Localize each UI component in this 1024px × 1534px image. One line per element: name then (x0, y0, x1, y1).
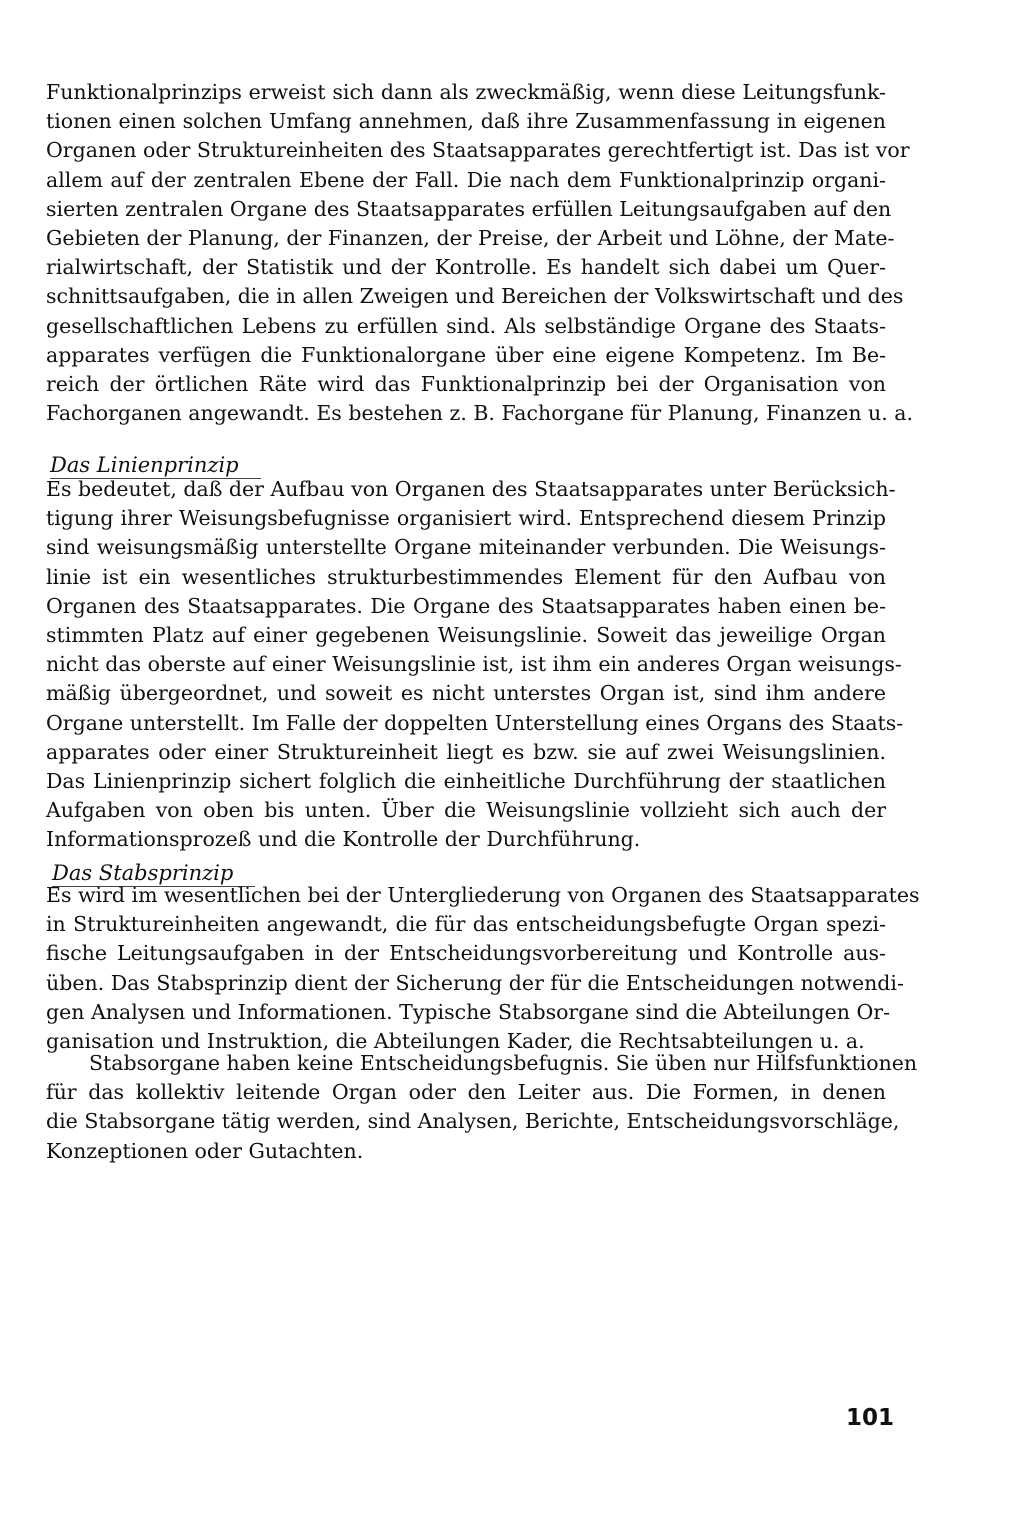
paragraph-funktionalprinzip (46, 78, 914, 428)
section-heading-linienprinzip: Das Linienprinzip (50, 452, 261, 479)
text-line: Fachorganen angewandt. Es bestehen z. B. Fachorgane für Planung, Finanzen u. a. (46, 401, 914, 426)
text-line: für das kollektiv leitende Organ oder den Leiter aus. Die Formen, in denen (46, 1080, 886, 1105)
text-line: apparates oder einer Struktureinheit liegt es bzw. sie auf zwei Weisungslinien. (46, 739, 886, 764)
text-line: linie ist ein wesentliches strukturbestimmendes Element für den Aufbau von (46, 564, 886, 589)
text-line: schnittsaufgaben, die in allen Zweigen und Bereichen der Volkswirtschaft und des (46, 284, 904, 309)
text-line: Organe unterstellt. Im Falle der doppelten Unterstellung eines Organs des Staats- (46, 710, 904, 735)
text-line: Es bedeutet, daß der Aufbau von Organen des Staatsapparates unter Berücksich- (46, 477, 896, 501)
paragraph-stabsorgane (46, 1049, 918, 1166)
text-line: tionen einen solchen Umfang annehmen, daß ihre Zusammenfassung in eigenen (46, 109, 886, 134)
page-number: 101 (846, 1405, 895, 1431)
text-line: Stabsorgane haben keine Entscheidungsbefugnis. Sie üben nur Hilfsfunktionen (89, 1051, 918, 1075)
text-line: Das Linienprinzip sichert folglich die einheitliche Durchführung der staatlichen (46, 768, 886, 793)
text-line: fische Leitungsaufgaben in der Entscheidungsvorbereitung und Kontrolle aus- (46, 941, 886, 966)
text-line: allem auf der zentralen Ebene der Fall. Die nach dem Funktionalprinzip organi- (46, 167, 886, 192)
text-line: Informationsprozeß und die Kontrolle der Durchführung. (46, 827, 641, 852)
text-line: rialwirtschaft, der Statistik und der Kontrolle. Es handelt sich dabei um Quer- (46, 255, 886, 280)
text-line: reich der örtlichen Räte wird das Funktionalprinzip bei der Organisation von (46, 371, 886, 396)
text-line: Organen des Staatsapparates. Die Organe des Staatsapparates haben einen be- (46, 593, 886, 618)
text-line: in Struktureinheiten angewandt, die für das entscheidungsbefugte Organ spezi- (46, 912, 886, 937)
text-line: nicht das oberste auf einer Weisungslinie ist, ist ihm ein anderes Organ weisungs- (46, 652, 902, 677)
text-line: Gebieten der Planung, der Finanzen, der Preise, der Arbeit und Löhne, der Mate- (46, 225, 895, 250)
text-line: gesellschaftlichen Lebens zu erfüllen sind. Als selbständige Organe des Staats- (46, 313, 886, 338)
text-line: Es wird im wesentlichen bei der Untergliederung von Organen des Staatsapparates (46, 883, 920, 907)
text-line: tigung ihrer Weisungsbefugnisse organisiert wird. Entsprechend diesem Prinzip (46, 506, 886, 531)
text-line: Organen oder Struktureinheiten des Staatsapparates gerechtfertigt ist. Das ist vor (46, 138, 910, 163)
text-line: Konzeptionen oder Gutachten. (46, 1138, 364, 1163)
text-line: Aufgaben von oben bis unten. Über die Weisungslinie vollzieht sich auch der (46, 798, 886, 823)
text-line: stimmten Platz auf einer gegebenen Weisungslinie. Soweit das jeweilige Organ (46, 622, 886, 647)
text-line: üben. Das Stabsprinzip dient der Sicherung der für die Entscheidungen notwendi- (46, 970, 904, 995)
text-line: Funktionalprinzips erweist sich dann als zweckmäßig, wenn diese Leitungsfunk- (46, 80, 886, 104)
text-line: mäßig übergeordnet, und soweit es nicht unterstes Organ ist, sind ihm andere (46, 681, 886, 706)
paragraph-stabsprinzip (46, 881, 920, 1056)
text-line: die Stabsorgane tätig werden, sind Analysen, Berichte, Entscheidungsvorschläge, (46, 1109, 900, 1134)
paragraph-linienprinzip (46, 475, 904, 854)
text-line: gen Analysen und Informationen. Typische Stabsorgane sind die Abteilungen Or- (46, 999, 890, 1024)
text-line: sierten zentralen Organe des Staatsapparates erfüllen Leitungsaufgaben auf den (46, 196, 892, 221)
text-line: apparates verfügen die Funktionalorgane über eine eigene Kompetenz. Im Be- (46, 342, 886, 367)
text-line: sind weisungsmäßig unterstellte Organe miteinander verbunden. Die Weisungs- (46, 535, 886, 560)
section-heading-stabsprinzip: Das Stabsprinzip (52, 860, 255, 887)
text-line: ganisation und Instruktion, die Abteilungen Kader, die Rechtsabteilungen u. a. (46, 1028, 865, 1053)
